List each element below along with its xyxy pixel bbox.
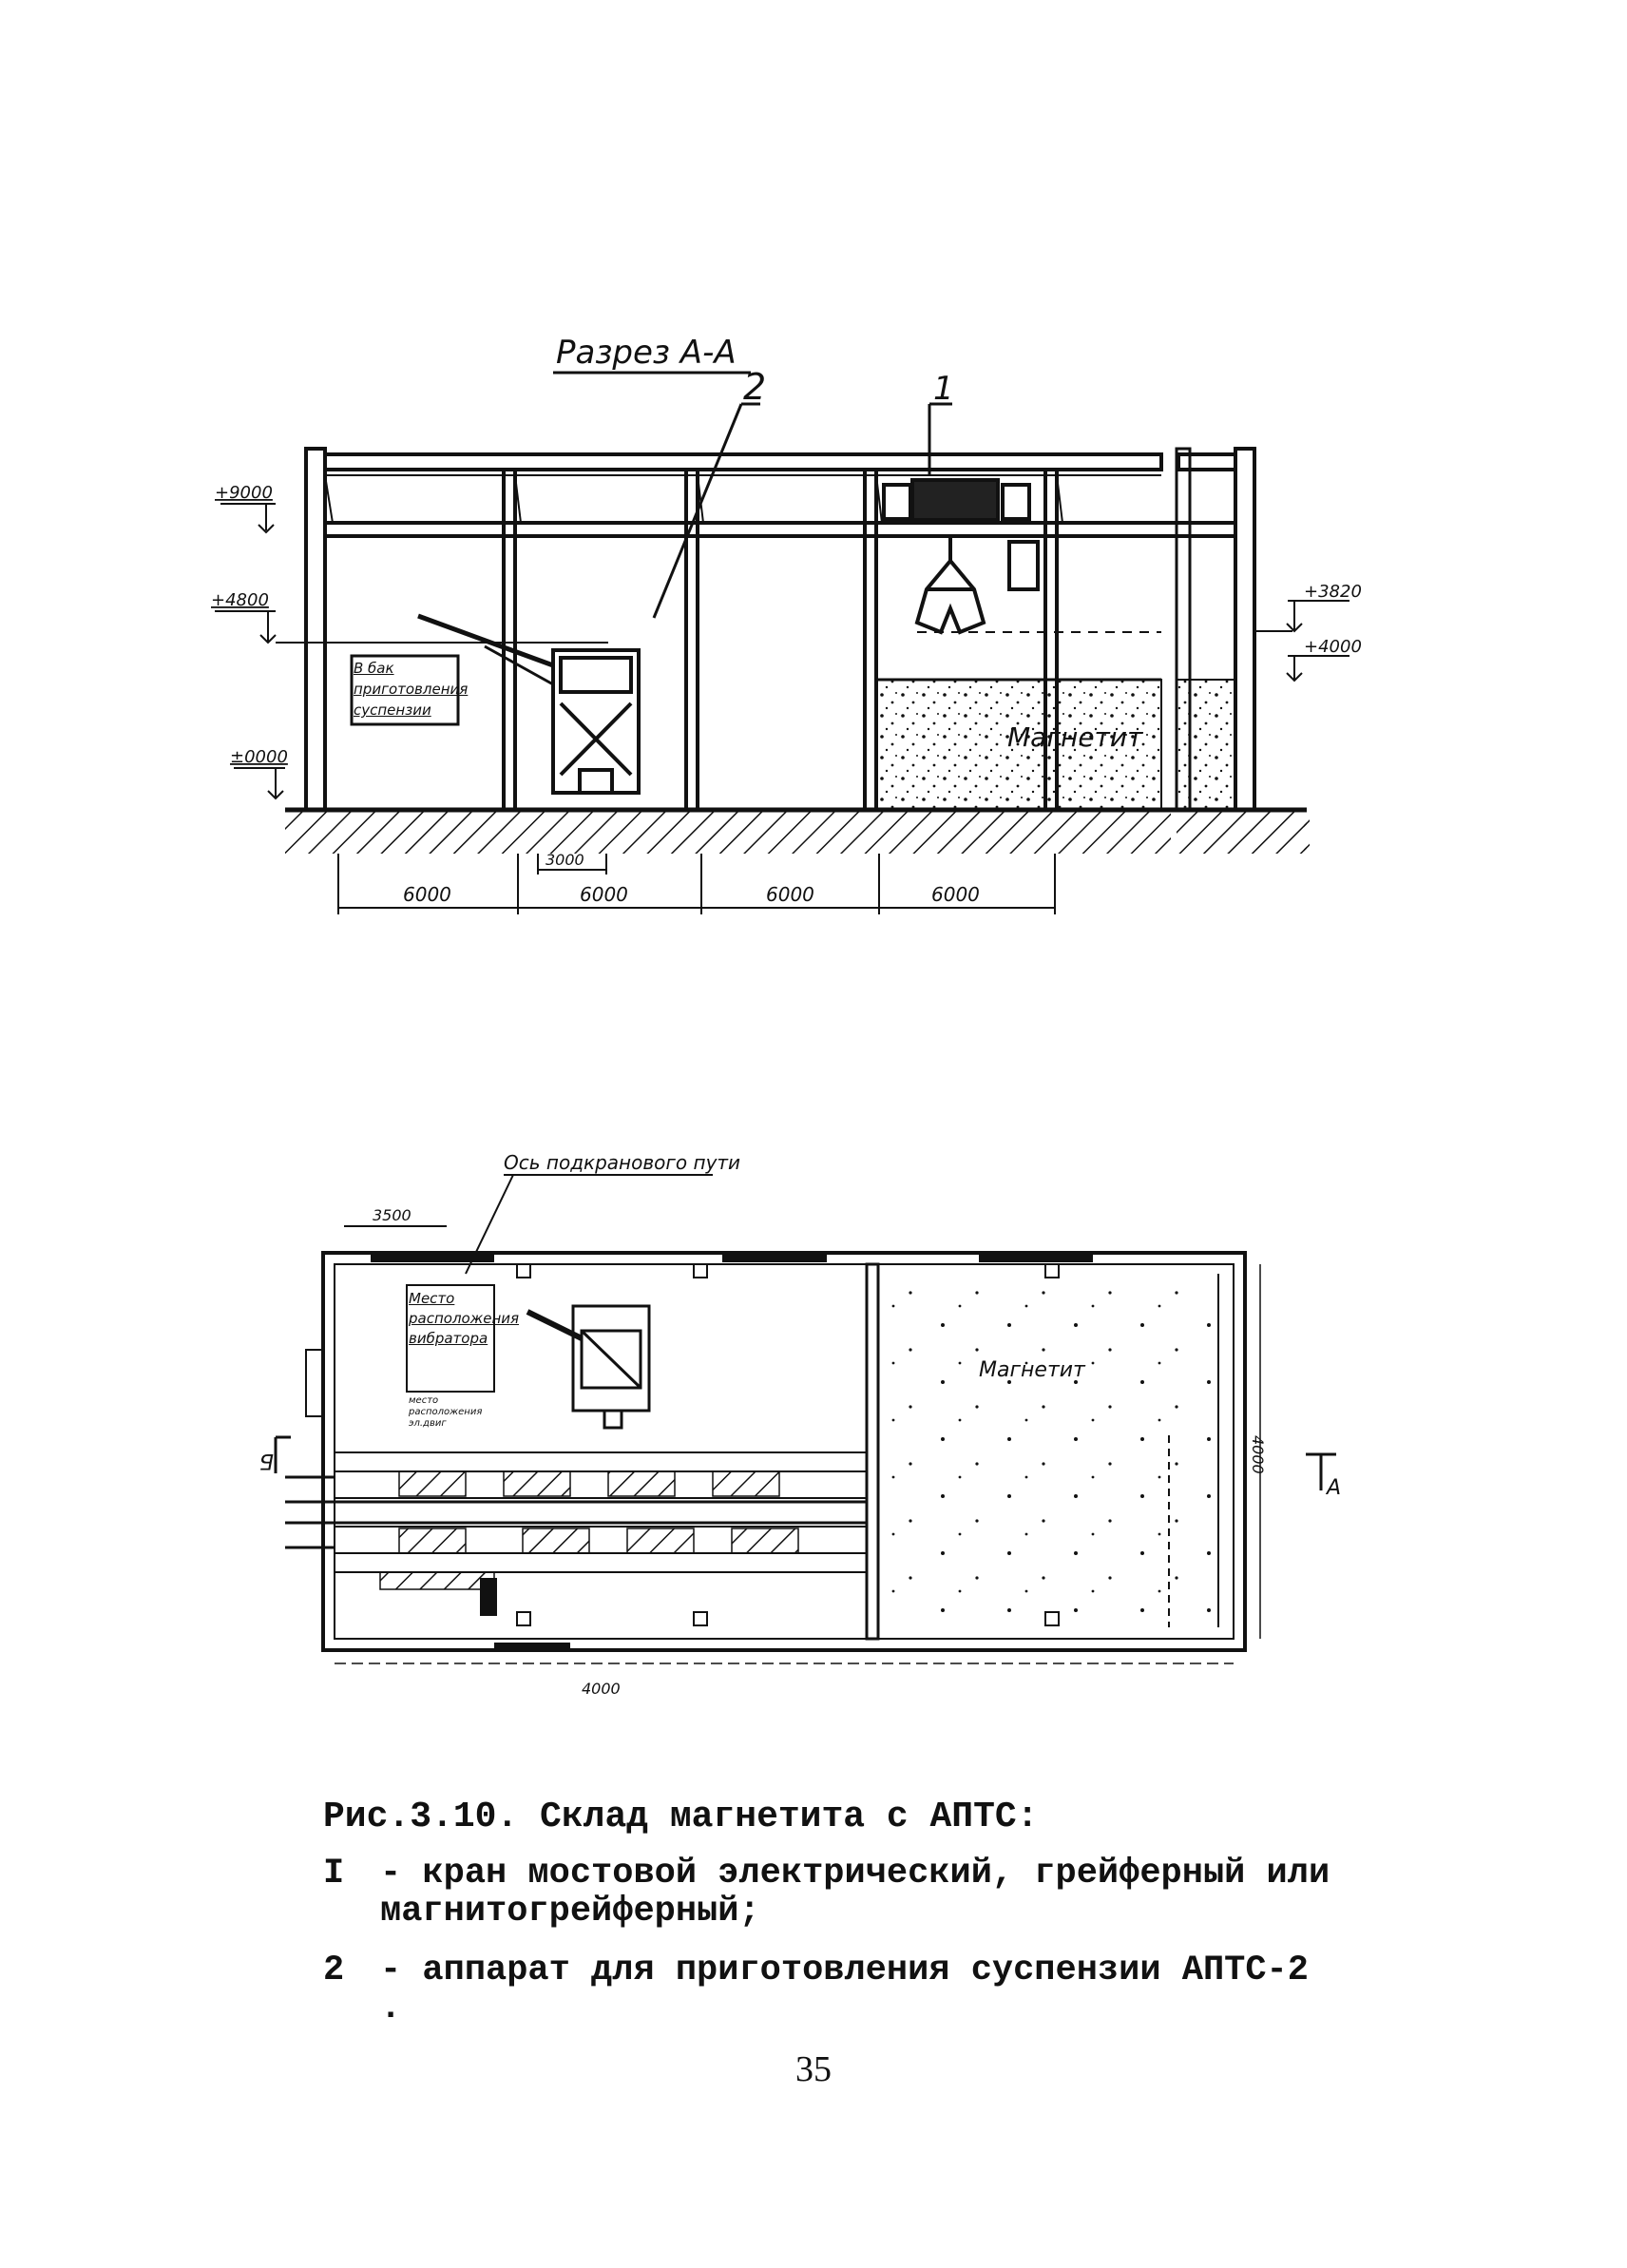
- vibrator-note: Место расположения вибратора: [409, 1290, 520, 1347]
- caption-item-text: - аппарат для приготовления суспензии АПТС-2 .: [380, 1951, 1309, 2028]
- level-3820: +3820: [1304, 582, 1362, 602]
- ground-hatch: [285, 810, 1307, 854]
- plan-dim-right: 4000: [1249, 1435, 1267, 1474]
- level-4000: +4000: [1304, 637, 1362, 657]
- tank-note: В бак приготовления суспензии: [354, 660, 469, 719]
- plan-magnetite-bay: [878, 1274, 1216, 1627]
- crane-axis-label: Ось подкранового пути: [504, 1151, 741, 1174]
- dim-6000-2: 6000: [580, 883, 628, 906]
- figure-caption: [323, 1797, 1330, 2048]
- section-material-label: Магнетит: [1007, 721, 1143, 753]
- crane-rail-beam: [325, 523, 1235, 536]
- roof-beam: [325, 454, 1161, 470]
- section-view: [211, 334, 1362, 914]
- level-0000: ±0000: [230, 747, 288, 767]
- bridge-crane: [884, 480, 1038, 632]
- caption-item-2: [323, 1951, 1330, 2028]
- plan-material-label: Магнетит: [979, 1358, 1085, 1382]
- level-4800: +4800: [211, 590, 269, 610]
- dim-6000-1: 6000: [403, 883, 451, 906]
- plan-dim-bottom: 4000: [582, 1680, 621, 1698]
- caption-item-number: 2: [323, 1951, 345, 1990]
- page-number: 35: [795, 2049, 832, 2089]
- section-title: Разрез А-А: [556, 334, 737, 372]
- plan-view: [259, 1151, 1341, 1698]
- motor-note: место расположения эл.двиг: [409, 1395, 483, 1429]
- plan-dim-3500: 3500: [373, 1206, 412, 1224]
- gallery-strip: [285, 1452, 867, 1572]
- left-wall: [306, 449, 325, 810]
- caption-item-1: [323, 1855, 1330, 1931]
- dim-6000-3: 6000: [766, 883, 814, 906]
- cut-marker-right: А: [1327, 1476, 1342, 1500]
- callout-2: 2: [743, 366, 767, 408]
- caption-item-number: I: [323, 1854, 345, 1893]
- dim-6000-4: 6000: [931, 883, 980, 906]
- right-wall: [1235, 449, 1254, 810]
- cut-marker-left: Б: [258, 1449, 274, 1472]
- caption-item-text: - кран мостовой электрический, грейферный или магнитогрейферный;: [380, 1854, 1330, 1932]
- callout-1: 1: [933, 370, 954, 408]
- caption-title: Рис.3.10. Склад магнетита с АПТС:: [323, 1797, 1039, 1837]
- level-9000: +9000: [215, 483, 273, 503]
- plan-apparatus: [527, 1306, 649, 1428]
- dim-3000: 3000: [546, 851, 584, 869]
